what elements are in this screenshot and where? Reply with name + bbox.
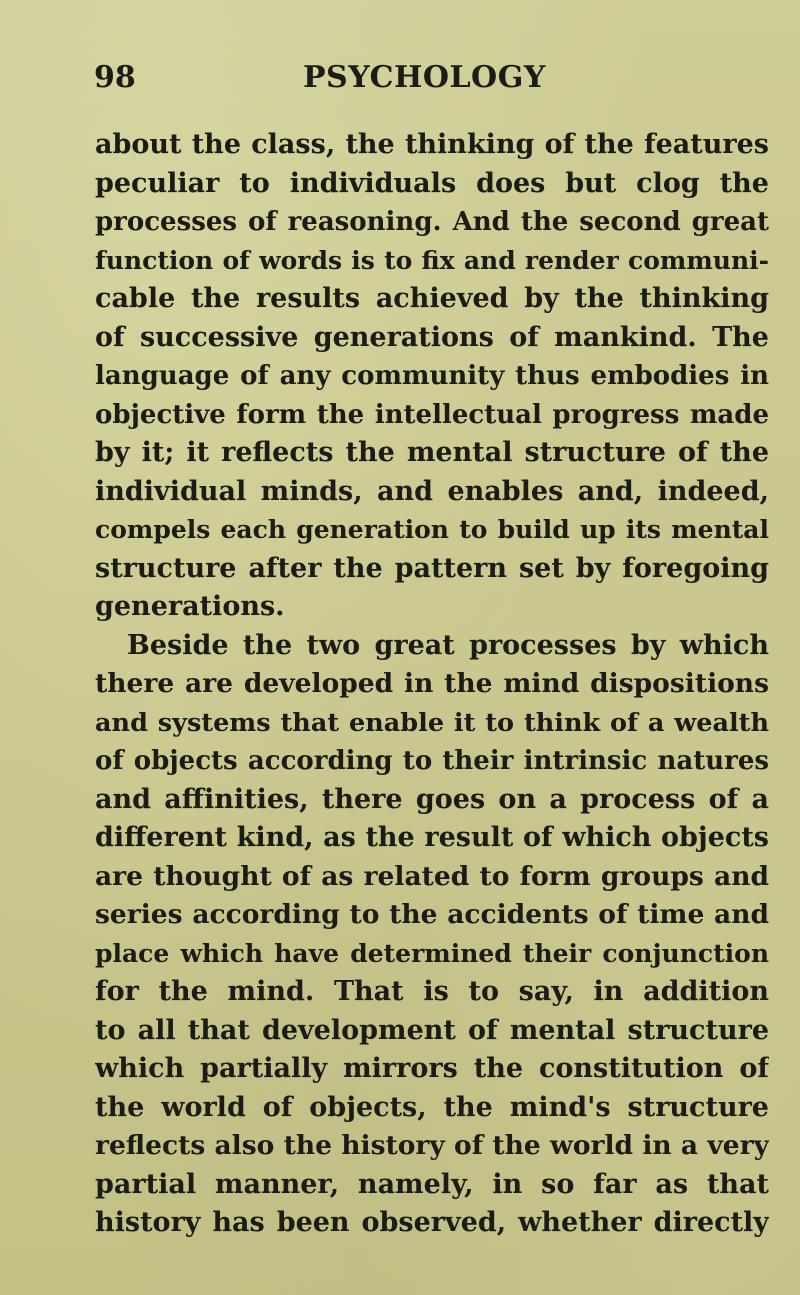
text-line: different kind, as the result of which objects [95, 822, 769, 853]
text-line: processes of reasoning. And the second great [95, 207, 769, 237]
text-line: generations. [95, 591, 285, 622]
text-line: Beside the two great processes by which [127, 629, 769, 661]
text-line: structure after the pattern set by foregoing [95, 552, 769, 584]
body-text [95, 126, 769, 1243]
text-line: and systems that enable it to think of a wealth [95, 707, 769, 738]
text-line: about the class, the thinking of the features [95, 129, 769, 160]
text-line: peculiar to individuals does but clog the [95, 167, 769, 199]
text-line: individual minds, and enables and, indeed, [95, 475, 769, 507]
text-line: cable the results achieved by the thinking [95, 283, 769, 314]
text-line: reflects also the history of the world in a very [95, 1130, 769, 1161]
text-line: partial manner, namely, in so far as that [95, 1168, 769, 1200]
text-line: of successive generations of mankind. The [95, 321, 769, 353]
text-line: series according to the accidents of time and [95, 899, 769, 930]
text-line: function of words is to fix and render communi- [95, 245, 769, 275]
text-line: compels each generation to build up its mental [95, 515, 769, 544]
text-line: place which have determined their conjunction [95, 938, 769, 968]
page-number: 98 [94, 60, 136, 95]
text-line: which partially mirrors the constitution of [95, 1053, 769, 1084]
text-line: objective form the intellectual progress made [95, 399, 769, 430]
text-line: of objects according to their intrinsic natures [95, 746, 769, 776]
text-line: to all that development of mental structure [95, 1014, 769, 1046]
text-line: and affinities, there goes on a process of a [95, 783, 769, 815]
text-line: are thought of as related to form groups and [95, 860, 769, 892]
text-line: the world of objects, the mind's structure [95, 1091, 769, 1123]
text-line: for the mind. That is to say, in addition [95, 976, 769, 1007]
text-line: language of any community thus embodies in [95, 361, 769, 391]
running-head [0, 56, 800, 100]
running-title: PSYCHOLOGY [303, 60, 546, 95]
text-line: history has been observed, whether directly [95, 1207, 769, 1238]
text-line: by it; it reflects the mental structure of the [95, 437, 769, 468]
text-line: there are developed in the mind dispositions [95, 668, 769, 699]
